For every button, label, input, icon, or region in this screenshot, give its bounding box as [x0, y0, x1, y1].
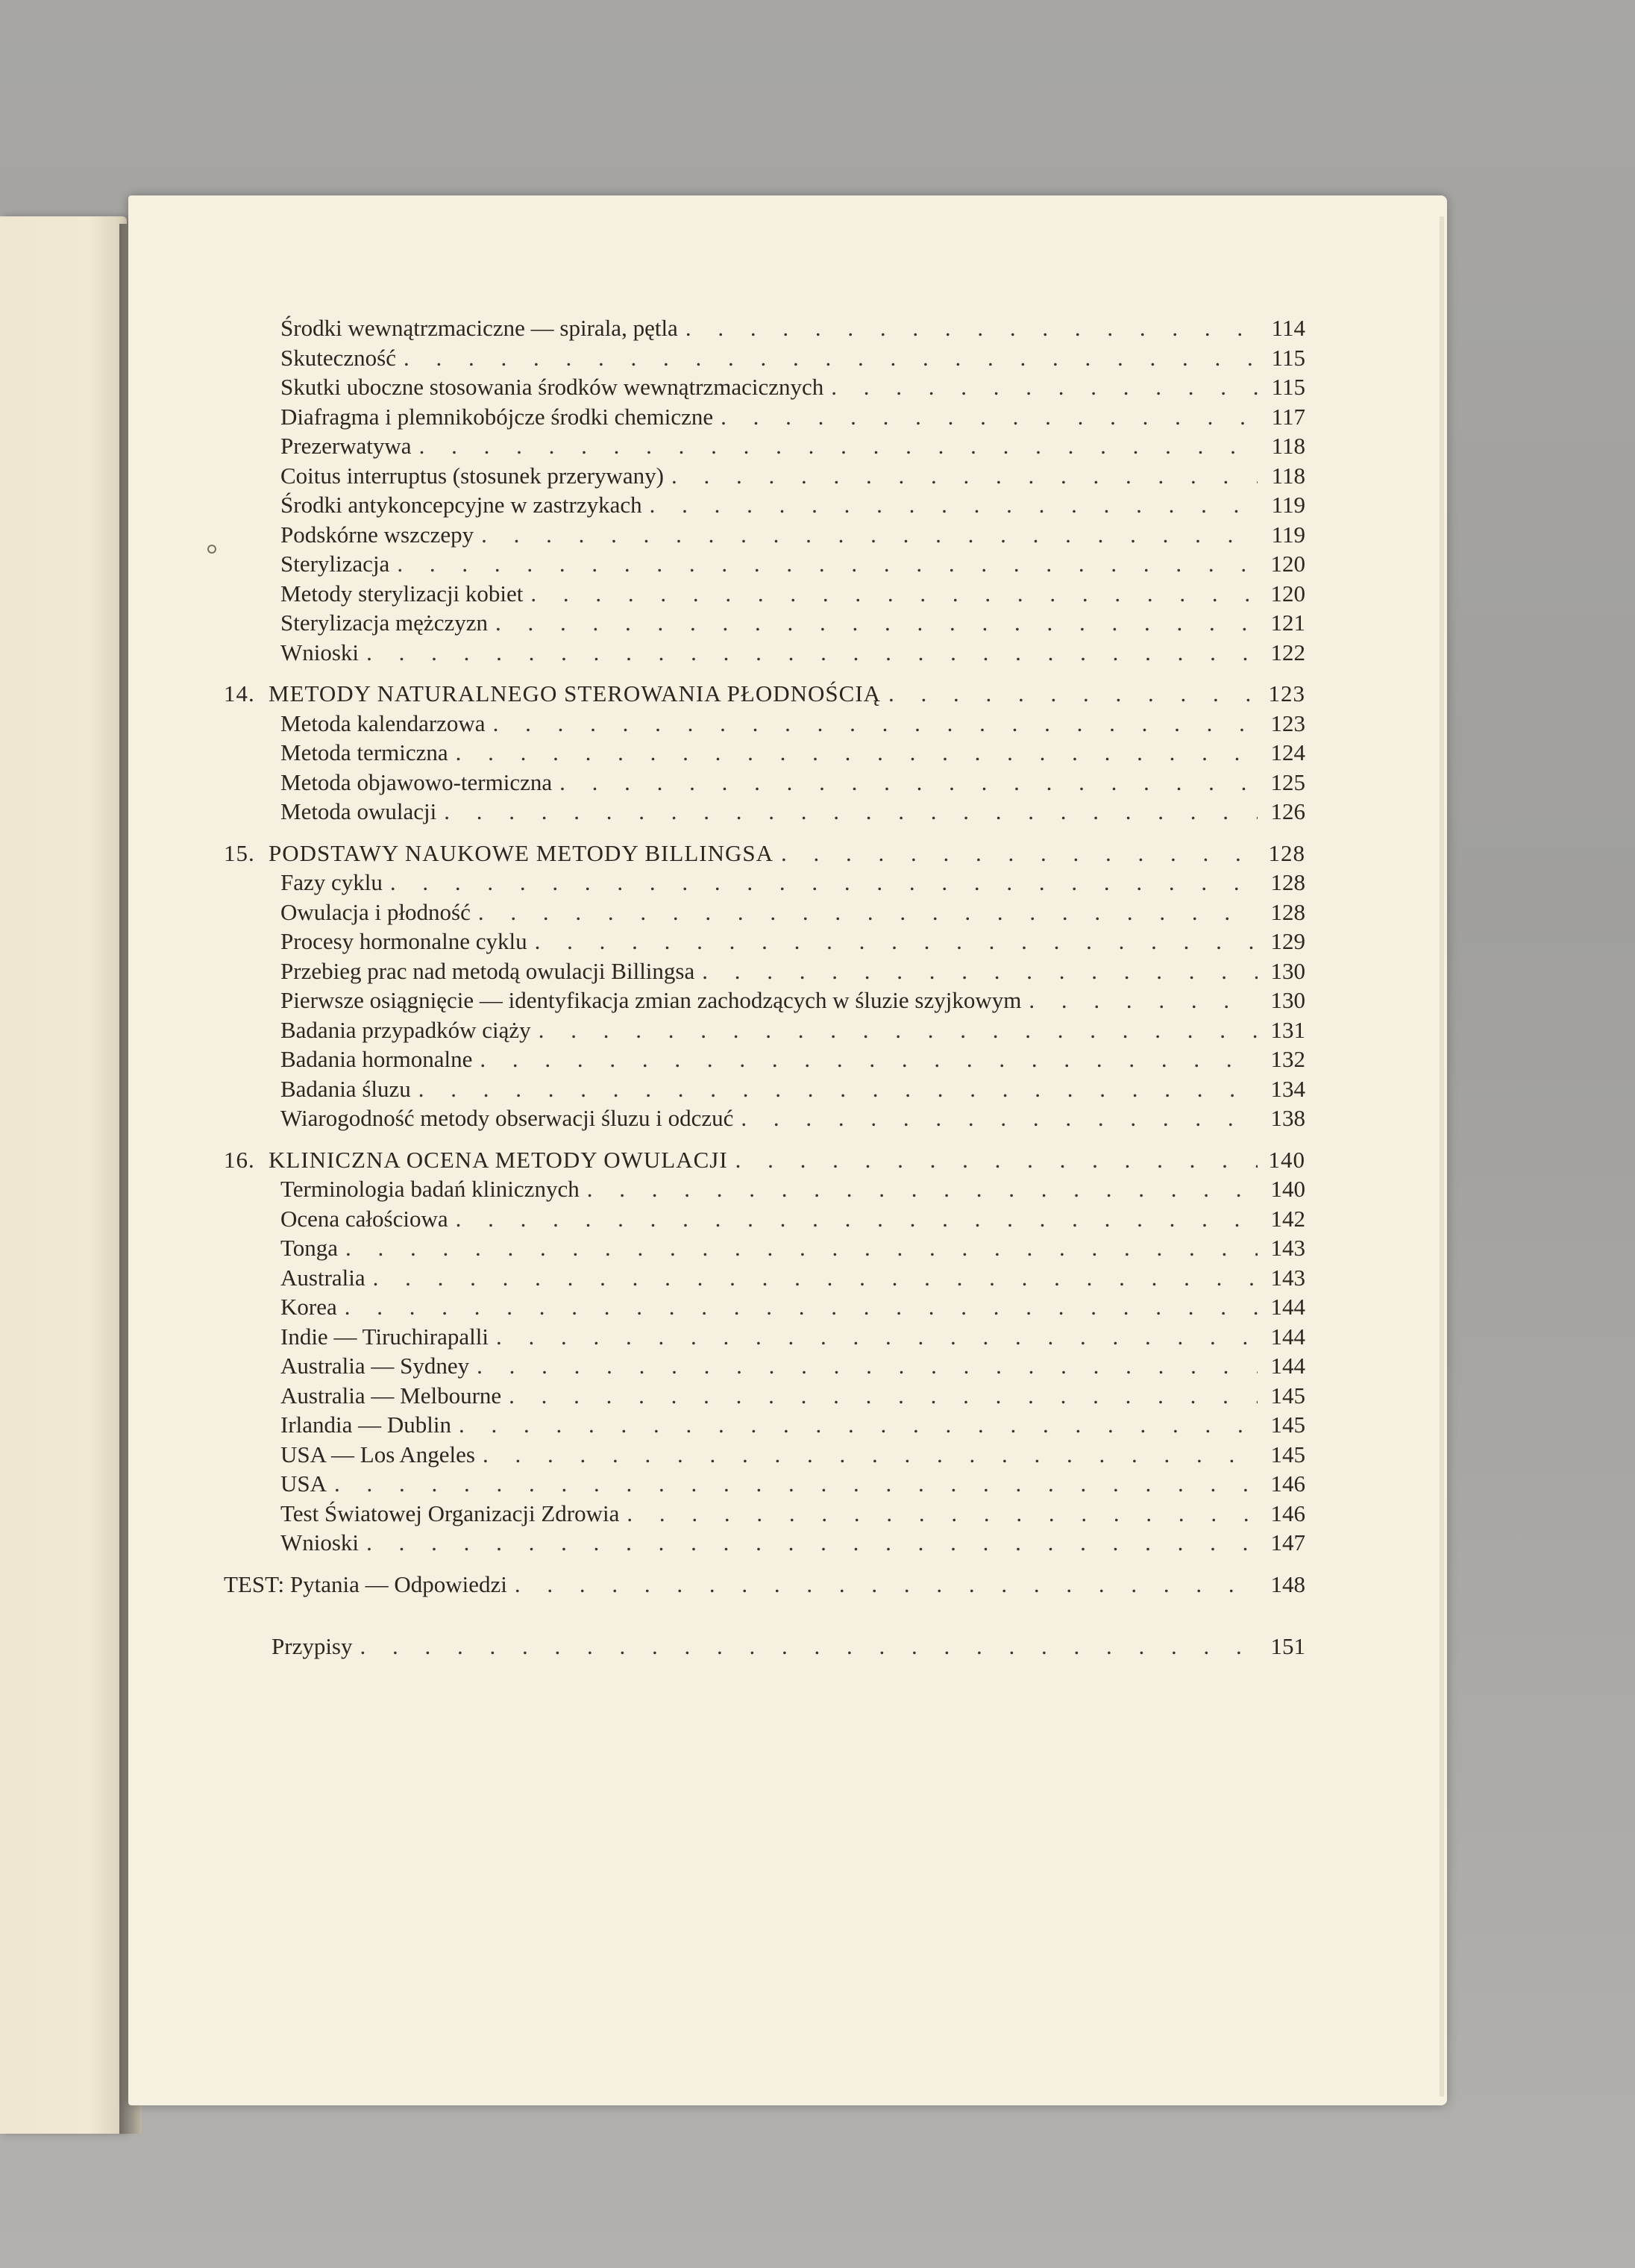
- leader-dots: [627, 1499, 1258, 1529]
- toc-entry-title: TEST: Pytania — Odpowiedzi: [224, 1570, 515, 1600]
- toc-page-number: 140: [1258, 1174, 1305, 1204]
- toc-page-number: 140: [1258, 1145, 1305, 1175]
- leader-dots: [888, 679, 1258, 709]
- toc-entry: [224, 1233, 1305, 1263]
- toc-entry: [224, 1499, 1305, 1529]
- toc-entry-title: USA: [224, 1469, 334, 1499]
- toc-entry-title: Ocena całościowa: [224, 1204, 456, 1234]
- toc-entry-title: Przypisy: [224, 1632, 360, 1661]
- toc-entry-title: Diafragma i plemnikobójcze środki chemiczne: [224, 402, 721, 432]
- leader-dots: [366, 1528, 1258, 1558]
- toc-page-number: 115: [1258, 372, 1305, 402]
- left-page-edge: [0, 216, 127, 2134]
- toc-entry-title: Skutki uboczne stosowania środków wewnątrzmacicznych: [224, 372, 831, 402]
- toc-page-number: 132: [1258, 1044, 1305, 1074]
- chapter-number: 14.: [224, 680, 255, 707]
- chapter-heading: METODY NATURALNEGO STEROWANIA PŁODNOŚCIĄ: [269, 680, 882, 707]
- leader-dots: [741, 1103, 1258, 1133]
- toc-page-number: 126: [1258, 797, 1305, 827]
- toc-entry-title: Sterylizacja mężczyzn: [224, 608, 495, 638]
- leader-dots: [496, 1322, 1258, 1352]
- toc-page-number: 115: [1258, 343, 1305, 373]
- toc-entry: [224, 402, 1305, 432]
- toc-page-number: 125: [1258, 768, 1305, 798]
- toc-przypisy-entry: [224, 1632, 1305, 1661]
- leader-dots: [535, 927, 1258, 956]
- toc-page-number: 143: [1258, 1263, 1305, 1293]
- toc-entry: [224, 343, 1305, 373]
- leader-dots: [345, 1292, 1258, 1322]
- chapter-number: 15.: [224, 839, 255, 866]
- toc-entry: [224, 1174, 1305, 1204]
- toc-entry: [224, 868, 1305, 898]
- toc-entry: [224, 1074, 1305, 1104]
- toc-entry-title: Metoda kalendarzowa: [224, 709, 493, 739]
- leader-dots: [404, 343, 1258, 373]
- toc-entry-title: Australia: [224, 1263, 373, 1293]
- toc-entry-title: Fazy cyklu: [224, 868, 390, 898]
- toc-entry-title: Przebieg prac nad metodą owulacji Billingsa: [224, 956, 702, 986]
- toc-entry: [224, 797, 1305, 827]
- leader-dots: [481, 520, 1258, 550]
- leader-dots: [477, 1351, 1258, 1381]
- toc-entry: [224, 608, 1305, 638]
- toc-entry-title: Irlandia — Dublin: [224, 1410, 459, 1440]
- toc-entry: [224, 490, 1305, 520]
- toc-page-number: 131: [1258, 1015, 1305, 1045]
- leader-dots: [456, 738, 1258, 768]
- toc-page-number: 122: [1258, 638, 1305, 668]
- leader-dots: [515, 1570, 1258, 1600]
- toc-page-number: 129: [1258, 927, 1305, 956]
- leader-dots: [480, 1044, 1258, 1074]
- leader-dots: [539, 1015, 1258, 1045]
- leader-dots: [831, 372, 1258, 402]
- toc-entry: [224, 549, 1305, 579]
- toc-entry-title: Australia — Sydney: [224, 1351, 477, 1381]
- toc-page-number: 121: [1258, 608, 1305, 638]
- toc-entry-title: Badania śluzu: [224, 1074, 418, 1104]
- leader-dots: [483, 1440, 1258, 1470]
- leader-dots: [456, 1204, 1258, 1234]
- leader-dots: [390, 868, 1258, 898]
- toc-entry: [224, 520, 1305, 550]
- leader-dots: [587, 1174, 1258, 1204]
- toc-page-number: 142: [1258, 1204, 1305, 1234]
- toc-entry: [224, 1381, 1305, 1411]
- toc-page-number: 119: [1258, 490, 1305, 520]
- toc-page-number: 119: [1258, 520, 1305, 550]
- leader-dots: [345, 1233, 1258, 1263]
- toc-entry: [224, 372, 1305, 402]
- toc-entry-title: Terminologia badań klinicznych: [224, 1174, 587, 1204]
- toc-page-number: 118: [1258, 461, 1305, 491]
- toc-entry-title: Indie — Tiruchirapalli: [224, 1322, 496, 1352]
- leader-dots: [1029, 986, 1258, 1015]
- toc-page-number: 118: [1258, 431, 1305, 461]
- toc-page-number: 128: [1258, 868, 1305, 898]
- toc-entry: [224, 1044, 1305, 1074]
- toc-entry-title: Sterylizacja: [224, 549, 397, 579]
- toc-entry: [224, 768, 1305, 798]
- stray-ink-mark: [207, 545, 216, 554]
- leader-dots: [444, 797, 1258, 827]
- toc-entry-title: Badania przypadków ciąży: [224, 1015, 539, 1045]
- toc-entry: [224, 1263, 1305, 1293]
- toc-chapter-title: [224, 1145, 735, 1175]
- toc-page-number: 143: [1258, 1233, 1305, 1263]
- leader-dots: [530, 579, 1258, 609]
- leader-dots: [334, 1469, 1258, 1499]
- toc-entry: [224, 1528, 1305, 1558]
- toc-entry-title: Metoda owulacji: [224, 797, 444, 827]
- toc-entry-title: Tonga: [224, 1233, 345, 1263]
- leader-dots: [781, 839, 1258, 868]
- toc-entry-title: Metody sterylizacji kobiet: [224, 579, 530, 609]
- leader-dots: [360, 1632, 1258, 1661]
- toc-page-number: 114: [1258, 313, 1305, 343]
- toc-entry-title: Prezerwatywa: [224, 431, 419, 461]
- leader-dots: [559, 768, 1258, 798]
- toc-page-number: 144: [1258, 1292, 1305, 1322]
- toc-entry-title: Australia — Melbourne: [224, 1381, 509, 1411]
- leader-dots: [419, 431, 1258, 461]
- toc-entry-title: Środki antykoncepcyjne w zastrzykach: [224, 490, 650, 520]
- toc-chapter-14: [224, 679, 1305, 709]
- toc-entry: [224, 898, 1305, 927]
- leader-dots: [671, 461, 1258, 491]
- toc-entry: [224, 431, 1305, 461]
- toc-page-number: 123: [1258, 679, 1305, 709]
- table-of-contents: [224, 313, 1305, 1661]
- leader-dots: [373, 1263, 1258, 1293]
- leader-dots: [509, 1381, 1258, 1411]
- chapter-heading: PODSTAWY NAUKOWE METODY BILLINGSA: [269, 839, 773, 866]
- toc-entry-title: USA — Los Angeles: [224, 1440, 483, 1470]
- chapter-heading: KLINICZNA OCENA METODY OWULACJI: [269, 1146, 728, 1173]
- toc-entry-title: Wnioski: [224, 1528, 366, 1558]
- toc-entry-title: Wnioski: [224, 638, 366, 668]
- toc-entry: [224, 1103, 1305, 1133]
- toc-entry-title: Podskórne wszczepy: [224, 520, 481, 550]
- toc-page-number: 128: [1258, 898, 1305, 927]
- leader-dots: [495, 608, 1258, 638]
- toc-entry-title: Wiarogodność metody obserwacji śluzu i odczuć: [224, 1103, 741, 1133]
- leader-dots: [366, 638, 1258, 668]
- toc-entry: [224, 927, 1305, 956]
- toc-entry: [224, 461, 1305, 491]
- leader-dots: [702, 956, 1258, 986]
- toc-entry-title: Środki wewnątrzmaciczne — spirala, pętla: [224, 313, 685, 343]
- toc-chapter-16: [224, 1145, 1305, 1175]
- toc-page-number: 145: [1258, 1410, 1305, 1440]
- leader-dots: [418, 1074, 1258, 1104]
- toc-page-number: 134: [1258, 1074, 1305, 1104]
- toc-entry: [224, 1204, 1305, 1234]
- toc-entry: [224, 1292, 1305, 1322]
- leader-dots: [650, 490, 1258, 520]
- toc-entry-title: Owulacja i płodność: [224, 898, 478, 927]
- leader-dots: [721, 402, 1258, 432]
- toc-page-number: 130: [1258, 986, 1305, 1015]
- toc-page-number: 138: [1258, 1103, 1305, 1133]
- toc-entry: [224, 1410, 1305, 1440]
- toc-entry: [224, 1015, 1305, 1045]
- toc-entry-title: Metoda termiczna: [224, 738, 456, 768]
- toc-page-number: 144: [1258, 1351, 1305, 1381]
- toc-entry-title: Pierwsze osiągnięcie — identyfikacja zmian zachodzących w śluzie szyjkowym: [224, 986, 1029, 1015]
- toc-test-entry: [224, 1570, 1305, 1600]
- toc-entry-title: Coitus interruptus (stosunek przerywany): [224, 461, 671, 491]
- toc-page-number: 120: [1258, 549, 1305, 579]
- chapter-number: 16.: [224, 1146, 255, 1173]
- toc-page-number: 120: [1258, 579, 1305, 609]
- toc-entry: [224, 1469, 1305, 1499]
- toc-page-number: 123: [1258, 709, 1305, 739]
- toc-entry: [224, 709, 1305, 739]
- toc-entry-title: Test Światowej Organizacji Zdrowia: [224, 1499, 627, 1529]
- toc-entry-title: Metoda objawowo-termiczna: [224, 768, 559, 798]
- toc-page-number: 128: [1258, 839, 1305, 868]
- toc-chapter-title: [224, 839, 781, 868]
- leader-dots: [478, 898, 1258, 927]
- leader-dots: [735, 1145, 1258, 1175]
- toc-entry: [224, 956, 1305, 986]
- toc-page-number: 148: [1258, 1570, 1305, 1600]
- toc-entry-title: Skuteczność: [224, 343, 404, 373]
- toc-page-number: 117: [1258, 402, 1305, 432]
- toc-page-number: 144: [1258, 1322, 1305, 1352]
- toc-entry: [224, 638, 1305, 668]
- toc-page-number: 151: [1258, 1632, 1305, 1661]
- leader-dots: [685, 313, 1258, 343]
- toc-entry: [224, 579, 1305, 609]
- toc-entry: [224, 1322, 1305, 1352]
- toc-page-number: 145: [1258, 1381, 1305, 1411]
- page-fold-line: [1440, 216, 1444, 2096]
- toc-page-number: 124: [1258, 738, 1305, 768]
- toc-page-number: 130: [1258, 956, 1305, 986]
- toc-page-number: 145: [1258, 1440, 1305, 1470]
- toc-page-number: 146: [1258, 1469, 1305, 1499]
- toc-entry-title: Badania hormonalne: [224, 1044, 480, 1074]
- toc-chapter-title: [224, 679, 888, 709]
- toc-entry: [224, 313, 1305, 343]
- toc-page-number: 147: [1258, 1528, 1305, 1558]
- toc-entry-title: Procesy hormonalne cyklu: [224, 927, 535, 956]
- toc-entry: [224, 986, 1305, 1015]
- leader-dots: [493, 709, 1258, 739]
- leader-dots: [459, 1410, 1258, 1440]
- toc-entry: [224, 1351, 1305, 1381]
- toc-entry-title: Korea: [224, 1292, 345, 1322]
- toc-entry: [224, 1440, 1305, 1470]
- toc-page-number: 146: [1258, 1499, 1305, 1529]
- toc-entry: [224, 738, 1305, 768]
- leader-dots: [397, 549, 1258, 579]
- toc-chapter-15: [224, 839, 1305, 868]
